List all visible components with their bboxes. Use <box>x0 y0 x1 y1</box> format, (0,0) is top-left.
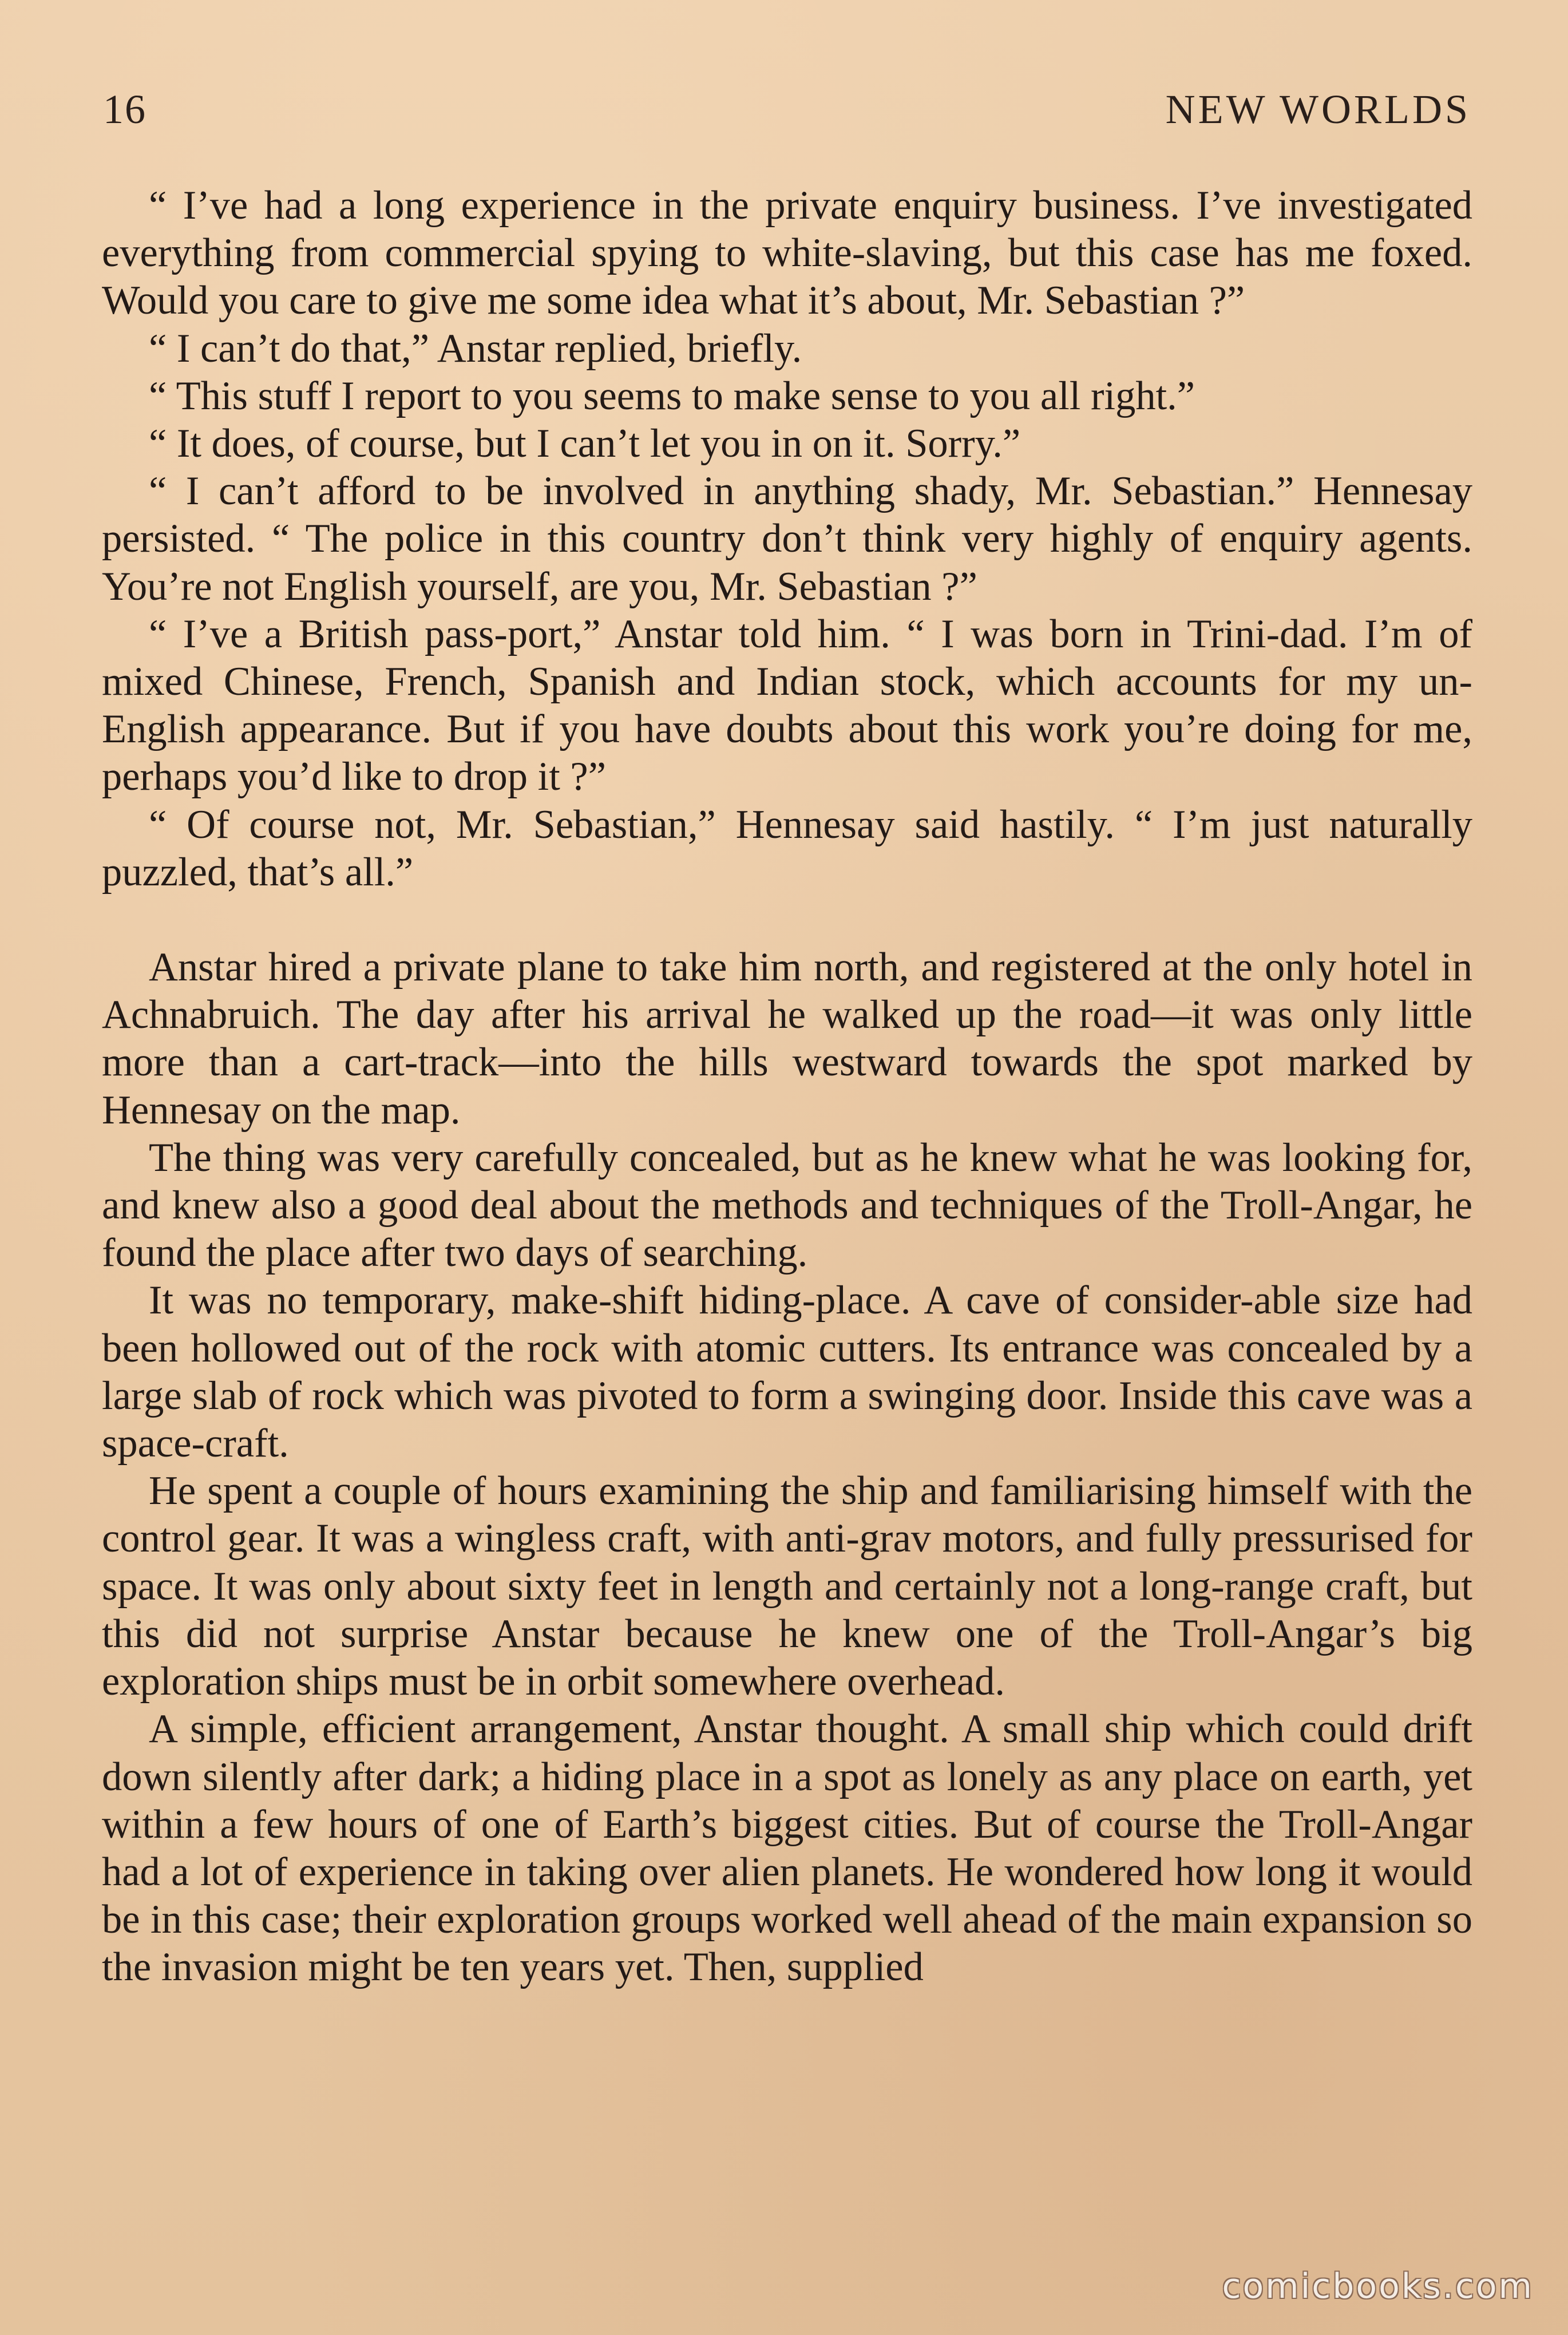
paragraph: It was no temporary, make-shift hiding-place. A cave of consider-able size had been hollowed out of the rock with atomic cutters. Its entrance was concealed by a large slab of rock which was pivoted to form a swinging door. Inside this cave was a space-craft. <box>102 1278 1472 1466</box>
paragraph: Anstar hired a private plane to take him north, and registered at the only hotel in Achnabruich. The day after his arrival he walked up the road—it was only little more than a cart-track—into the hills westward towards the spot marked by Hennesay on the map. <box>102 945 1472 1133</box>
paragraph: “ I can’t do that,” Anstar replied, briefly. <box>149 326 802 371</box>
story-text <box>102 182 1472 1992</box>
paragraph: “ I’ve had a long experience in the private enquiry business. I’ve investigated everything from commercial spying to white-slaving, but this case has me foxed. Would you care to give me some idea what it’s about, Mr. Sebastian ?” <box>102 183 1472 323</box>
paragraph: He spent a couple of hours examining the ship and familiarising himself with the control gear. It was a wingless craft, with anti-grav motors, and fully pressurised for space. It was only about sixty feet in length and certainly not a long-range craft, but this did not surprise Anstar because he knew one of the Troll-Angar’s big exploration ships must be in orbit somewhere overhead. <box>102 1469 1472 1704</box>
paragraph: “ I’ve a British pass-port,” Anstar told him. “ I was born in Trini-dad. I’m of mixed Chinese, French, Spanish and Indian stock, which accounts for my un-English appearance. But if you have doubts about this work you’re doing for me, perhaps you’d like to drop it ?” <box>102 611 1472 800</box>
page-number: 16 <box>103 86 146 132</box>
site-watermark: comicbooks.com <box>1222 2266 1534 2306</box>
running-title: NEW WORLDS <box>1165 86 1471 132</box>
running-head <box>103 86 1471 149</box>
paragraph: “ It does, of course, but I can’t let you in on it. Sorry.” <box>149 421 1021 466</box>
paragraph: The thing was very carefully concealed, but as he knew what he was looking for, and knew also a good deal about the methods and techniques of the Troll-Angar, he found the place after two days of searching. <box>102 1135 1472 1276</box>
paragraph: “ This stuff I report to you seems to make sense to you all right.” <box>149 373 1195 418</box>
paragraph: “ I can’t afford to be involved in anything shady, Mr. Sebastian.” Hennesay persisted. “ The police in this country don’t think very highly of enquiry agents. You’re not English yourself, are you, Mr. Sebastian ?” <box>102 469 1472 609</box>
paragraph: A simple, efficient arrangement, Anstar thought. A small ship which could drift down silently after dark; a hiding place in a spot as lonely as any place on earth, yet within a few hours of one of Earth’s biggest cities. But of course the Troll-Angar had a lot of experience in taking over alien planets. He wondered how long it would be in this case; their exploration groups worked well ahead of the main expansion so the invasion might be ten years yet. Then, supplied <box>102 1707 1472 1990</box>
paragraph: “ Of course not, Mr. Sebastian,” Hennesay said hastily. “ I’m just naturally puzzled, that’s all.” <box>102 802 1472 895</box>
